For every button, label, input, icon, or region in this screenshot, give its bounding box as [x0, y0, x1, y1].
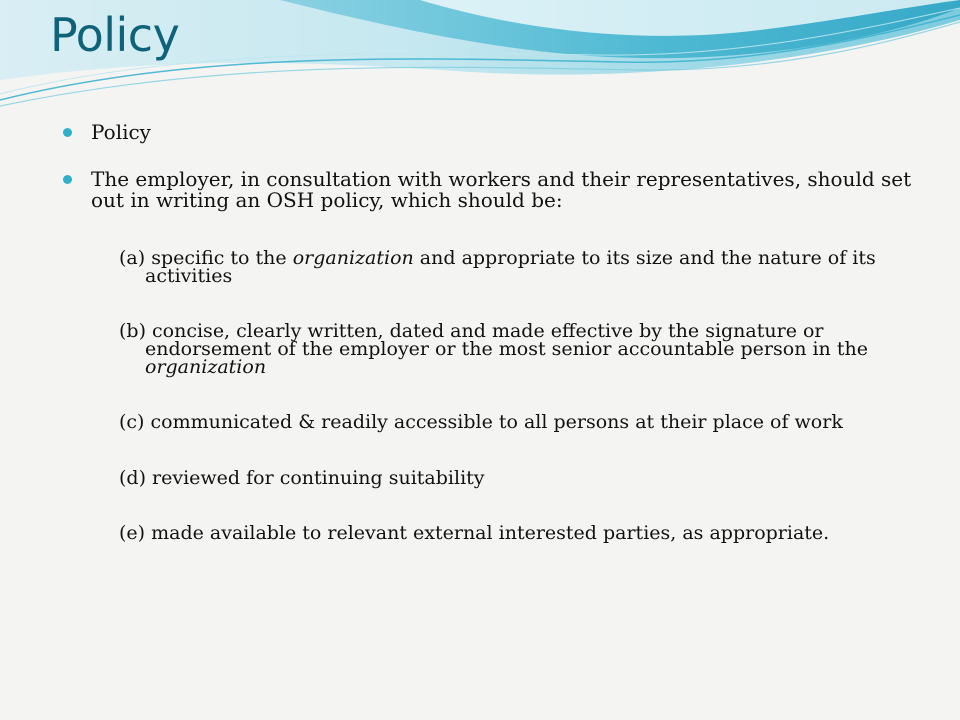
policy-criterion — [104, 413, 932, 431]
criterion-text: and appropriate to its size and the nature of its activities — [145, 247, 876, 287]
policy-criterion — [104, 322, 932, 376]
criterion-text: (d) reviewed for continuing suitability — [119, 467, 485, 489]
bullet-text: Policy — [91, 120, 151, 144]
criterion-emphasis: organization — [145, 356, 267, 378]
bullet-dot-icon — [63, 175, 72, 184]
bullet-dot-icon — [63, 128, 72, 137]
bullet-text: The employer, in consultation with workers and their representatives, should set out in writing an OSH policy, which should be: — [91, 167, 912, 212]
policy-criterion — [104, 524, 932, 542]
criterion-text: (a) specific to the — [119, 247, 293, 269]
policy-criterion — [104, 249, 932, 285]
criterion-text: (b) concise, clearly written, dated and made effective by the signature or endorsement of the employer or the most senior accountable person in the — [119, 320, 868, 360]
criterion-emphasis: organization — [292, 247, 414, 269]
policy-criterion — [104, 469, 932, 487]
slide-title: Policy — [50, 8, 180, 62]
bullet-item — [62, 169, 932, 211]
criterion-text: (c) communicated & readily accessible to all persons at their place of work — [119, 411, 843, 433]
bullet-item — [62, 122, 932, 143]
criterion-text: (e) made available to relevant external interested parties, as appropriate. — [119, 522, 830, 544]
slide-content — [62, 118, 932, 542]
